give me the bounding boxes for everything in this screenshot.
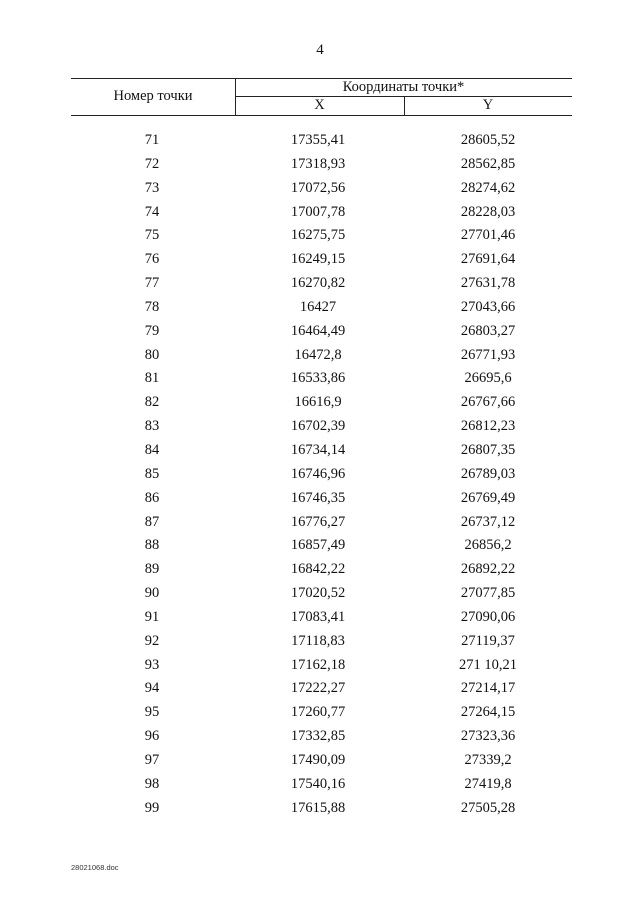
- point-number-cell: 98: [144, 775, 160, 792]
- x-coordinate-cell: 17332,85: [290, 728, 346, 745]
- y-coordinate-cell: 27090,06: [460, 608, 516, 625]
- table-row: [0, 678, 640, 702]
- x-coordinate-cell: 17615,88: [290, 799, 346, 816]
- point-number-cell: 86: [144, 489, 160, 506]
- y-coordinate-cell: 27701,46: [460, 227, 516, 244]
- table-row: [0, 631, 640, 655]
- x-coordinate-cell: 16275,75: [290, 227, 346, 244]
- point-number-cell: 92: [144, 632, 160, 649]
- x-coordinate-cell: 17072,56: [290, 179, 346, 196]
- x-coordinate-cell: 17162,18: [290, 656, 346, 673]
- table-row: [0, 774, 640, 798]
- page-number: 4: [316, 42, 324, 58]
- point-number-cell: 97: [144, 751, 160, 768]
- point-number-cell: 75: [144, 227, 160, 244]
- x-coordinate-cell: 16746,35: [290, 489, 346, 506]
- point-number-cell: 91: [144, 608, 160, 625]
- y-coordinate-cell: 26856,2: [464, 537, 512, 554]
- y-coordinate-cell: 26789,03: [460, 465, 516, 482]
- y-coordinate-cell: 27119,37: [461, 632, 515, 649]
- y-coordinate-cell: 26767,66: [460, 394, 516, 411]
- table-row: [0, 416, 640, 440]
- point-number-cell: 84: [144, 441, 160, 458]
- y-coordinate-cell: 26812,23: [460, 418, 516, 435]
- y-coordinate-cell: 27419,8: [464, 775, 512, 792]
- table-row: [0, 750, 640, 774]
- header-coordinates: Координаты точки*: [342, 79, 465, 95]
- table-row: [0, 321, 640, 345]
- table-row: [0, 392, 640, 416]
- point-number-cell: 88: [144, 537, 160, 554]
- point-number-cell: 80: [144, 346, 160, 363]
- x-coordinate-cell: 16702,39: [290, 418, 346, 435]
- point-number-cell: 76: [144, 251, 160, 268]
- table-row: [0, 702, 640, 726]
- y-coordinate-cell: 28562,85: [460, 155, 516, 172]
- point-number-cell: 81: [144, 370, 160, 387]
- y-coordinate-cell: 26892,22: [460, 561, 516, 578]
- table-row: [0, 297, 640, 321]
- table-row: [0, 655, 640, 679]
- table-row: [0, 798, 640, 822]
- x-coordinate-cell: 16616,9: [294, 394, 342, 411]
- header-point-number: Номер точки: [113, 88, 193, 104]
- x-coordinate-cell: 17007,78: [290, 203, 346, 220]
- point-number-cell: 93: [144, 656, 160, 673]
- point-number-cell: 77: [144, 275, 160, 292]
- x-coordinate-cell: 16746,96: [290, 465, 346, 482]
- table-row: [0, 535, 640, 559]
- table-row: [0, 273, 640, 297]
- table-row: [0, 154, 640, 178]
- coordinates-table-body: [0, 130, 640, 821]
- point-number-cell: 72: [144, 155, 160, 172]
- table-row: [0, 202, 640, 226]
- table-row: [0, 488, 640, 512]
- x-coordinate-cell: 16249,15: [290, 251, 346, 268]
- y-coordinate-cell: 27043,66: [460, 298, 516, 315]
- point-number-cell: 83: [144, 418, 160, 435]
- x-coordinate-cell: 17118,83: [291, 632, 345, 649]
- y-coordinate-cell: 26769,49: [460, 489, 516, 506]
- point-number-cell: 73: [144, 179, 160, 196]
- x-coordinate-cell: 16533,86: [290, 370, 346, 387]
- point-number-cell: 90: [144, 585, 160, 602]
- x-coordinate-cell: 17318,93: [290, 155, 346, 172]
- y-coordinate-cell: 26771,93: [460, 346, 516, 363]
- point-number-cell: 78: [144, 298, 160, 315]
- header-y: Y: [482, 97, 494, 113]
- table-row: [0, 345, 640, 369]
- y-coordinate-cell: 28228,03: [460, 203, 516, 220]
- table-row: [0, 225, 640, 249]
- y-coordinate-cell: 26737,12: [460, 513, 516, 530]
- y-coordinate-cell: 28274,62: [460, 179, 516, 196]
- y-coordinate-cell: 271 10,21: [459, 656, 517, 673]
- y-coordinate-cell: 27339,2: [464, 751, 512, 768]
- y-coordinate-cell: 27691,64: [460, 251, 516, 268]
- x-coordinate-cell: 17490,09: [290, 751, 346, 768]
- x-coordinate-cell: 16734,14: [290, 441, 346, 458]
- point-number-cell: 79: [144, 322, 160, 339]
- table-row: [0, 178, 640, 202]
- x-coordinate-cell: 16472,8: [294, 346, 342, 363]
- point-number-cell: 87: [144, 513, 160, 530]
- table-row: [0, 464, 640, 488]
- x-coordinate-cell: 16842,22: [290, 561, 346, 578]
- y-coordinate-cell: 27505,28: [460, 799, 516, 816]
- y-coordinate-cell: 26803,27: [460, 322, 516, 339]
- point-number-cell: 99: [144, 799, 160, 816]
- y-coordinate-cell: 27077,85: [460, 585, 516, 602]
- point-number-cell: 71: [144, 132, 160, 148]
- point-number-cell: 94: [144, 680, 160, 697]
- x-coordinate-cell: 17083,41: [290, 608, 346, 625]
- table-row: [0, 249, 640, 273]
- point-number-cell: 96: [144, 728, 160, 745]
- x-coordinate-cell: 16857,49: [290, 537, 346, 554]
- x-coordinate-cell: 16776,27: [290, 513, 346, 530]
- y-coordinate-cell: 26807,35: [460, 441, 516, 458]
- point-number-cell: 82: [144, 394, 160, 411]
- x-coordinate-cell: 16464,49: [290, 322, 346, 339]
- table-row: [0, 607, 640, 631]
- y-coordinate-cell: 27631,78: [460, 275, 516, 292]
- y-coordinate-cell: 27323,36: [460, 728, 516, 745]
- point-number-cell: 74: [144, 203, 160, 220]
- x-coordinate-cell: 17260,77: [290, 704, 346, 721]
- y-coordinate-cell: 27264,15: [460, 704, 516, 721]
- table-row: [0, 130, 640, 154]
- point-number-cell: 85: [144, 465, 160, 482]
- table-row: [0, 583, 640, 607]
- table-row: [0, 440, 640, 464]
- x-coordinate-cell: 17222,27: [290, 680, 346, 697]
- header-x: X: [314, 97, 325, 113]
- footer-filename: 28021068.doc: [71, 863, 119, 872]
- table-row: [0, 726, 640, 750]
- x-coordinate-cell: 16270,82: [290, 275, 346, 292]
- x-coordinate-cell: 17540,16: [290, 775, 346, 792]
- table-row: [0, 559, 640, 583]
- x-coordinate-cell: 17355,41: [290, 132, 346, 148]
- y-coordinate-cell: 27214,17: [460, 680, 516, 697]
- x-coordinate-cell: 17020,52: [290, 585, 346, 602]
- table-row: [0, 368, 640, 392]
- y-coordinate-cell: 28605,52: [460, 132, 516, 148]
- y-coordinate-cell: 26695,6: [464, 370, 512, 387]
- table-row: [0, 512, 640, 536]
- table-header-bottom-rule: [71, 115, 572, 116]
- x-coordinate-cell: 16427: [299, 298, 337, 315]
- point-number-cell: 95: [144, 704, 160, 721]
- point-number-cell: 89: [144, 561, 160, 578]
